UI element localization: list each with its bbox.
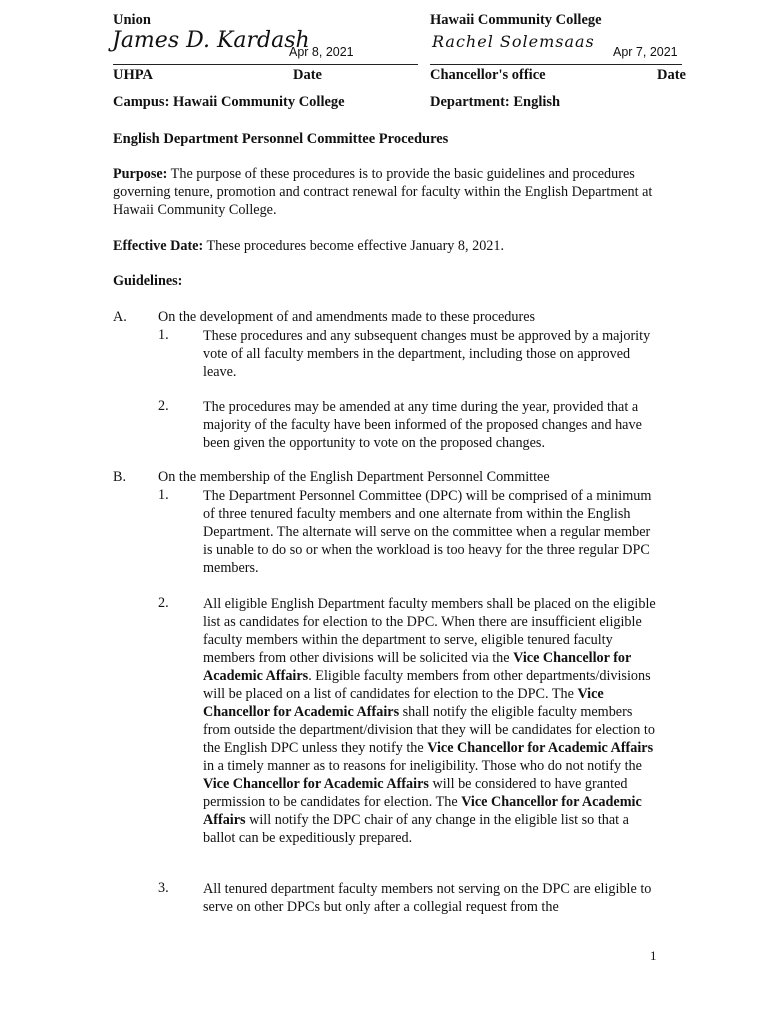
purpose-paragraph (113, 165, 658, 219)
section-a-title: On the development of and amendments made to these procedures (158, 309, 536, 325)
college-heading: Hawaii Community College (430, 12, 602, 28)
campus-label: Campus: Hawaii Community College (113, 94, 345, 110)
item-2-text: will notify the DPC chair of any change in the eligible list so that a ballot can be expeditiously prepared. (203, 812, 629, 846)
vcaa-term: Vice Chancellor for Academic Affairs (203, 794, 642, 828)
chancellor-signature: Rachel Solemsaas (432, 32, 595, 51)
purpose-label: Purpose: (113, 166, 168, 182)
section-b-item-2-number: 2. (158, 595, 169, 611)
chancellor-office-label: Chancellor's office (430, 67, 546, 83)
document-title: English Department Personnel Committee Procedures (113, 131, 449, 147)
uhpa-label: UHPA (113, 67, 154, 83)
vcaa-term: Vice Chancellor for Academic Affairs (203, 650, 632, 684)
section-b-item-1: The Department Personnel Committee (DPC) will be comprised of a minimum of three tenured faculty members and one alternate from within the English Department. The alternate will serve on the committee when a regular member is unable to do so or when the workload is too heavy for the three regular DPC members. (203, 488, 652, 576)
section-b-item-3: All tenured department faculty members not serving on the DPC are eligible to serve on other DPCs but only after a collegial request from the (203, 881, 652, 915)
section-a-letter: A. (113, 309, 127, 325)
vcaa-term: Vice Chancellor for Academic Affairs (203, 776, 429, 792)
purpose-text: The purpose of these procedures is to provide the basic guidelines and procedures governing tenure, promotion and contract renewal for faculty within the English Department at Hawaii Community College. (113, 166, 653, 218)
chancellor-date-label: Date (657, 67, 686, 83)
page-number: 1 (650, 948, 657, 963)
effective-date-text: These procedures become effective January 8, 2021. (203, 238, 505, 254)
section-a-item-2: The procedures may be amended at any time during the year, provided that a majority of the faculty have been informed of the proposed changes and have been given the opportunity to vote on the proposed changes. (203, 399, 642, 451)
item-2-text: shall notify the eligible faculty members from outside the department/division that they will be candidates for election to the English DPC unless they notify the (203, 704, 655, 756)
union-signature-line (113, 64, 418, 65)
union-signature: James D. Kardash (112, 28, 310, 53)
guidelines-heading: Guidelines: (113, 273, 183, 289)
section-b-item-3-number: 3. (158, 880, 169, 896)
item-2-text: will be considered to have granted permission to be candidates for election. The (203, 776, 628, 810)
item-2-text: in a timely manner as to reasons for ineligibility. Those who do not notify the (203, 758, 642, 774)
union-date-label: Date (293, 67, 322, 83)
section-b-item-2 (203, 595, 661, 847)
effective-date-label: Effective Date: (113, 238, 204, 254)
chancellor-signature-line (430, 64, 682, 65)
item-2-text: . Eligible faculty members from other departments/divisions will be placed on a list of candidates for election to the DPC. The (203, 668, 651, 702)
section-b-title: On the membership of the English Department Personnel Committee (158, 469, 550, 485)
chancellor-sign-date: Apr 7, 2021 (613, 45, 678, 59)
section-b-letter: B. (113, 469, 127, 485)
section-b-item-1-number: 1. (158, 487, 169, 503)
section-a-item-2-number: 2. (158, 398, 169, 414)
vcaa-term: Vice Chancellor for Academic Affairs (427, 740, 654, 756)
vcaa-term: Vice Chancellor for Academic Affairs (203, 686, 604, 720)
effective-date-paragraph (113, 237, 658, 255)
union-heading: Union (113, 12, 151, 28)
department-label: Department: English (430, 94, 561, 110)
section-a-item-1-number: 1. (158, 327, 169, 343)
union-sign-date: Apr 8, 2021 (289, 45, 354, 59)
section-a-item-1: These procedures and any subsequent changes must be approved by a majority vote of all faculty members in the department, including those on approved leave. (203, 328, 651, 380)
item-2-text: All eligible English Department faculty members shall be placed on the eligible list as candidates for election to the DPC. When there are insufficient eligible faculty members within the department to serve, eligible tenured faculty members from other divisions will be solicited via the (203, 596, 656, 666)
